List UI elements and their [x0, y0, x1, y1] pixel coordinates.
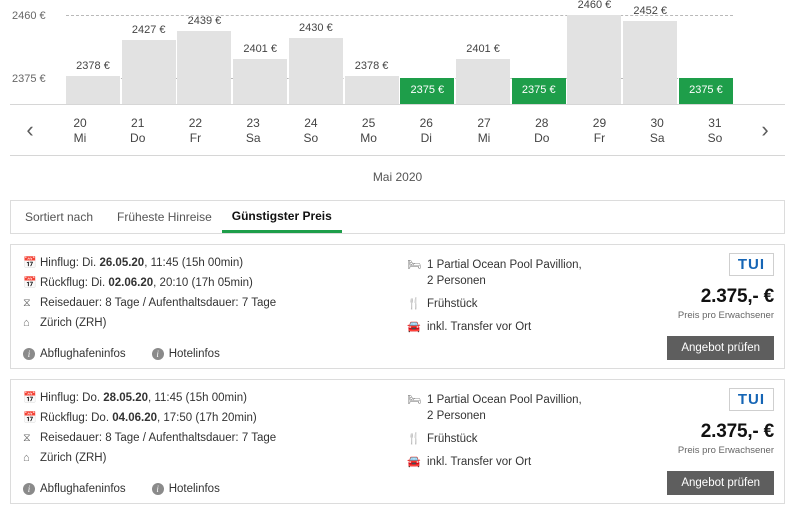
chart-bar[interactable] [233, 42, 287, 104]
day-weekday: So [303, 130, 319, 145]
chart-bar[interactable] [623, 5, 677, 104]
sort-option-cheapest-price[interactable]: Günstigster Preis [222, 201, 342, 233]
offer-list [0, 244, 795, 504]
info-icon: i [23, 483, 35, 495]
day-weekday: Fr [189, 130, 202, 145]
chart-bar-label: 2378 € [354, 59, 389, 72]
departure-airport-info-link[interactable] [23, 483, 126, 495]
hourglass-icon: ⧖ [23, 432, 31, 444]
offer-price: 2.375,- € [700, 286, 774, 307]
chart-bar[interactable] [456, 42, 510, 104]
offer-price-area [651, 380, 784, 503]
check-offer-button[interactable]: Angebot prüfen [667, 336, 774, 360]
hotel-info-link[interactable] [152, 483, 220, 495]
day-weekday: Fr [593, 130, 606, 145]
day-number: 25 [361, 115, 376, 130]
chart-bar-cheapest[interactable] [400, 78, 454, 104]
offer-detail-line [407, 319, 651, 335]
day-cell[interactable] [111, 115, 165, 146]
car-icon: 🚘 [407, 321, 421, 333]
sort-option-earliest-departure[interactable]: Früheste Hinreise [117, 210, 212, 224]
chart-bar-column[interactable] [400, 8, 454, 104]
day-weekday: Mo [360, 130, 377, 145]
chart-bar-column[interactable] [66, 8, 120, 104]
day-number: 31 [708, 115, 722, 130]
day-weekday: Di [420, 130, 432, 145]
chart-bar-label: 2460 € [577, 0, 612, 12]
day-list [50, 115, 745, 146]
offer-detail-line [407, 257, 651, 289]
offer-detail-line [23, 275, 401, 292]
chart-bar-column[interactable] [345, 8, 399, 104]
chart-bar-label: 2427 € [131, 23, 166, 36]
day-number: 26 [419, 115, 433, 130]
sort-label: Sortiert nach [25, 210, 94, 224]
link-label: Abflughafeninfos [40, 483, 126, 495]
offer-detail-line [23, 255, 401, 272]
offer-detail-line [407, 454, 651, 470]
day-cell[interactable] [515, 115, 569, 146]
offer-flight-details [11, 380, 401, 503]
tui-logo: TUI [729, 388, 774, 411]
offer-detail-text: Reisedauer: 8 Tage / Aufenthaltsdauer: 7 Tage [40, 297, 277, 309]
offer-detail-line [23, 390, 401, 407]
offer-detail-line [23, 410, 401, 427]
day-cell[interactable] [342, 115, 396, 146]
chart-bar-column[interactable] [456, 8, 510, 104]
offer-detail-text: Rückflug: Di. 02.06.20, 20:10 (17h 05min) [40, 277, 253, 289]
chart-bar-label: 2401 € [466, 42, 500, 55]
offer-detail-text: Rückflug: Do. 04.06.20, 17:50 (17h 20min) [40, 412, 257, 424]
day-number: 24 [304, 115, 318, 130]
bed-icon: 🛏 [407, 259, 421, 271]
offer-detail-line [407, 296, 651, 312]
day-weekday: Sa [649, 130, 665, 145]
chart-bar-cheapest[interactable] [512, 78, 566, 104]
day-weekday: Mi [73, 130, 87, 145]
chart-bar[interactable] [177, 14, 231, 104]
chart-bar-label: 2375 € [410, 84, 445, 97]
link-label: Abflughafeninfos [40, 348, 126, 360]
offer-detail-text: Reisedauer: 8 Tage / Aufenthaltsdauer: 7 Tage [40, 432, 277, 444]
offer-info-links [23, 483, 220, 495]
cutlery-icon: 🍴 [407, 433, 421, 445]
day-number: 23 [246, 115, 260, 130]
location-icon: ⌂ [23, 452, 30, 464]
chart-bar[interactable] [122, 23, 176, 104]
cutlery-icon: 🍴 [407, 298, 421, 310]
day-cell[interactable] [630, 115, 684, 146]
offer-price-area [651, 245, 784, 368]
chart-bar-label: 2439 € [187, 14, 222, 27]
day-number: 28 [535, 115, 549, 130]
offer-detail-line [23, 430, 401, 447]
day-number: 29 [592, 115, 607, 130]
gridline-label-bottom: 2375 € [12, 73, 46, 86]
day-cell[interactable] [572, 115, 626, 146]
chart-bar-column[interactable] [233, 8, 287, 104]
offer-info-links [23, 348, 220, 360]
calendar-icon: 📅 [23, 392, 37, 404]
day-number: 21 [131, 115, 145, 130]
day-weekday: So [707, 130, 723, 145]
offer-hotel-details [401, 245, 651, 368]
offer-price-note: Preis pro Erwachsener [677, 445, 774, 456]
day-cell[interactable] [457, 115, 511, 146]
offer-detail-line [407, 392, 651, 424]
month-label: Mai 2020 [372, 170, 423, 184]
day-cell[interactable] [168, 115, 222, 146]
offer-card[interactable] [10, 244, 785, 369]
check-offer-button[interactable]: Angebot prüfen [667, 471, 774, 495]
day-cell[interactable] [688, 115, 742, 146]
offer-detail-text: inkl. Transfer vor Ort [427, 456, 532, 468]
offer-detail-line [407, 431, 651, 447]
day-cell[interactable] [284, 115, 338, 146]
chart-bar[interactable] [289, 21, 343, 104]
offer-detail-text: Hinflug: Do. 28.05.20, 11:45 (15h 00min) [40, 392, 247, 404]
car-icon: 🚘 [407, 456, 421, 468]
info-icon: i [152, 348, 164, 360]
calendar-icon: 📅 [23, 412, 37, 424]
chart-plot-area [12, 0, 733, 104]
offer-price-note: Preis pro Erwachsener [677, 310, 774, 321]
chart-bar-column[interactable] [679, 8, 733, 104]
day-number: 27 [477, 115, 491, 130]
chart-bars [66, 0, 733, 104]
chart-bar-label: 2375 € [521, 84, 556, 97]
chart-bar-column[interactable] [122, 8, 176, 104]
offer-flight-details [11, 245, 401, 368]
chevron-right-icon[interactable]: › [761, 117, 769, 142]
offer-detail-text: Hinflug: Di. 26.05.20, 11:45 (15h 00min) [40, 257, 244, 269]
offer-hotel-details [401, 380, 651, 503]
sort-bar [10, 200, 785, 234]
gridline-label-top: 2460 € [12, 10, 46, 23]
bed-icon: 🛏 [407, 394, 421, 406]
chart-bar-label: 2430 € [299, 21, 333, 34]
day-axis [10, 104, 785, 156]
offer-detail-text: Frühstück [427, 433, 478, 445]
chart-bar[interactable] [66, 59, 120, 104]
offer-detail-text: Zürich (ZRH) [40, 452, 107, 464]
chart-bar-column[interactable] [289, 8, 343, 104]
offer-detail-line [23, 295, 401, 312]
location-icon: ⌂ [23, 317, 30, 329]
chart-bar[interactable] [567, 0, 621, 104]
day-number: 30 [650, 115, 664, 130]
chart-bar-label: 2401 € [243, 42, 277, 55]
offer-price: 2.375,- € [700, 421, 774, 442]
info-icon: i [152, 483, 164, 495]
day-cell[interactable] [399, 115, 453, 146]
day-weekday: Mi [477, 130, 491, 145]
hourglass-icon: ⧖ [23, 297, 31, 309]
link-label: Hotelinfos [168, 483, 220, 495]
chart-bar-column[interactable] [623, 5, 677, 104]
offer-detail-text: inkl. Transfer vor Ort [427, 321, 532, 333]
day-number: 20 [73, 115, 87, 130]
chart-bar-column[interactable] [177, 8, 231, 104]
hotel-info-link[interactable] [152, 348, 220, 360]
calendar-icon: 📅 [23, 257, 37, 269]
chart-bar-label: 2375 € [689, 84, 723, 97]
price-calendar-chart [0, 0, 795, 104]
chart-bar-column[interactable] [567, 0, 621, 104]
link-label: Hotelinfos [168, 348, 220, 360]
day-cell[interactable] [53, 115, 107, 146]
offer-detail-text: Frühstück [427, 298, 478, 310]
chart-bar-column[interactable] [512, 8, 566, 104]
offer-detail-text: 1 Partial Ocean Pool Pavillion, 2 Personen [427, 394, 582, 422]
offer-detail-text: Zürich (ZRH) [40, 317, 107, 329]
day-weekday: Sa [245, 130, 261, 145]
chart-bar[interactable] [345, 59, 399, 104]
day-weekday: Do [130, 130, 146, 145]
chart-bar-label: 2452 € [633, 5, 668, 18]
chevron-left-icon[interactable]: ‹ [26, 117, 34, 142]
day-cell[interactable] [226, 115, 280, 146]
chart-bar-label: 2378 € [76, 59, 110, 72]
day-weekday: Do [534, 130, 550, 145]
info-icon: i [23, 348, 35, 360]
tui-logo: TUI [729, 253, 774, 276]
chart-bar-cheapest[interactable] [679, 78, 733, 104]
offer-detail-text: 1 Partial Ocean Pool Pavillion, 2 Personen [427, 259, 582, 287]
offer-detail-line [23, 315, 401, 332]
day-number: 22 [188, 115, 203, 130]
offer-detail-line [23, 450, 401, 467]
offer-card[interactable] [10, 379, 785, 504]
departure-airport-info-link[interactable] [23, 348, 126, 360]
calendar-icon: 📅 [23, 277, 37, 289]
